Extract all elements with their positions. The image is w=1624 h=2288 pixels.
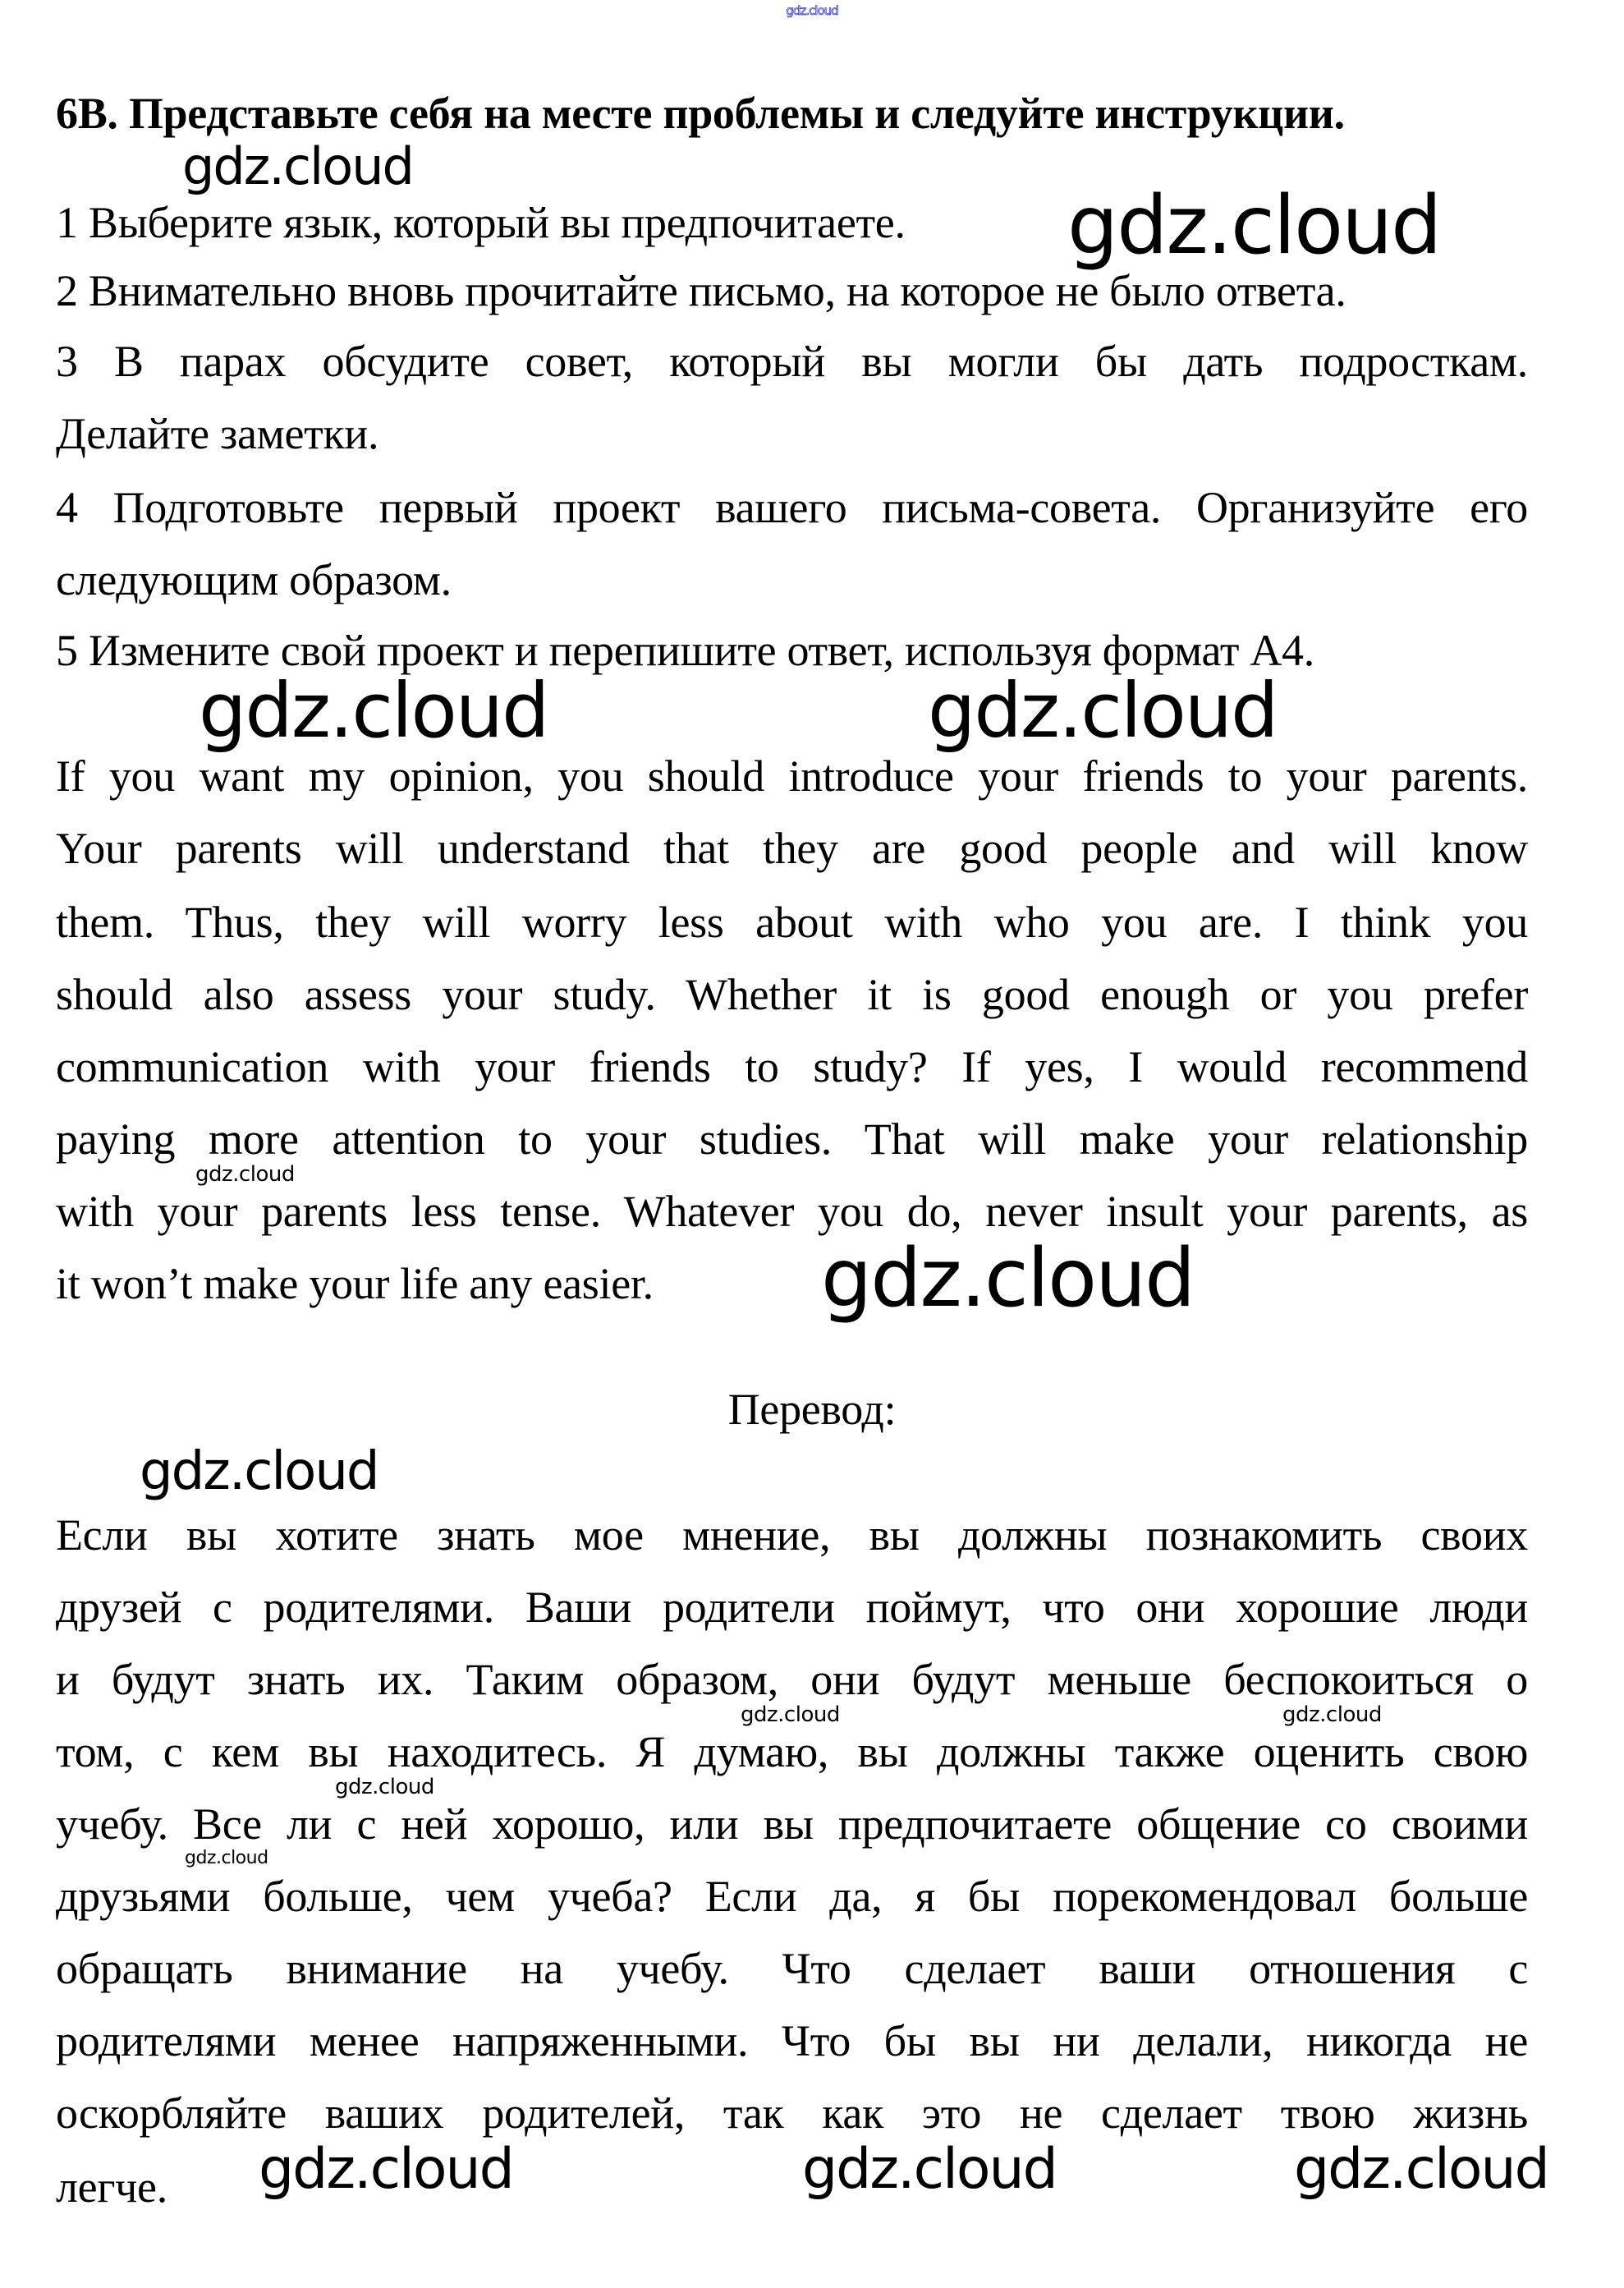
answer-line: with your parents less tense. Whatever you do, never insult your parents, as <box>56 1187 1528 1236</box>
watermark: gdz.cloud <box>335 1775 434 1799</box>
translation-line: Если вы хотите знать мое мнение, вы должны познакомить своих <box>56 1510 1528 1560</box>
answer-line: them. Thus, they will worry less about with who you are. I think you <box>56 898 1528 947</box>
instruction-3: 3 В парах обсудите совет, который вы могли бы дать подросткам. <box>56 337 1528 386</box>
translation-line: родителями менее напряженными. Что бы вы ни делали, никогда не <box>56 2016 1528 2065</box>
watermark: gdz.cloud <box>182 136 413 196</box>
watermark: gdz.cloud <box>185 1848 268 1868</box>
answer-line: paying more attention to your studies. That will make your relationship <box>56 1114 1528 1164</box>
instruction-1: 1 Выберите язык, который вы предпочитаете. <box>56 198 906 247</box>
translation-heading: Перевод: <box>727 1385 897 1434</box>
instruction-4: 4 Подготовьте первый проект вашего письма-совета. Организуйте его <box>56 483 1528 532</box>
answer-line: it won’t make your life any easier. <box>56 1259 654 1308</box>
answer-line: If you want my opinion, you should introduce your friends to your parents. <box>56 751 1528 801</box>
watermark: gdz.cloud <box>199 667 548 755</box>
translation-line: друзей с родителями. Ваши родители поймут, что они хорошие люди <box>56 1583 1528 1632</box>
watermark: gdz.cloud <box>1282 1702 1382 1727</box>
translation-line: оскорбляйте ваших родителей, так как это не сделает твою жизнь <box>56 2088 1528 2138</box>
watermark: gdz.cloud <box>1294 2137 1548 2202</box>
translation-line: легче. <box>56 2162 167 2212</box>
watermark: gdz.cloud <box>195 1162 295 1187</box>
instruction-2: 2 Внимательно вновь прочитайте письмо, на которое не было ответа. <box>56 266 1346 315</box>
watermark: gdz.cloud <box>928 667 1278 755</box>
watermark: gdz.cloud <box>140 1441 378 1502</box>
translation-line: и будут знать их. Таким образом, они будут меньше беспокоиться о <box>56 1655 1528 1704</box>
translation-line: том, с кем вы находитесь. Я думаю, вы должны также оценить свою <box>56 1727 1528 1776</box>
instruction-4-cont: следующим образом. <box>56 555 452 604</box>
watermark: gdz.cloud <box>259 2137 513 2202</box>
watermark: gdz.cloud <box>821 1232 1195 1325</box>
instruction-5: 5 Измените свой проект и перепишите ответ, используя формат A4. <box>56 626 1314 675</box>
answer-line: communication with your friends to study? If yes, I would recommend <box>56 1042 1528 1091</box>
translation-line: друзьями больше, чем учеба? Если да, я бы порекомендовал больше <box>56 1872 1528 1921</box>
watermark: gdz.cloud <box>1067 179 1441 273</box>
answer-line: Your parents will understand that they are good people and will know <box>56 824 1528 873</box>
watermark: gdz.cloud <box>802 2137 1057 2202</box>
site-watermark-top: gdz.cloud <box>786 3 838 18</box>
instruction-3-cont: Делайте заметки. <box>56 409 379 458</box>
watermark: gdz.cloud <box>741 1702 840 1727</box>
translation-line: обращать внимание на учебу. Что сделает ваши отношения с <box>56 1944 1528 1993</box>
task-title: 6B. Представьте себя на месте проблемы и следуйте инструкции. <box>56 89 1345 138</box>
translation-line: учебу. Все ли с ней хорошо, или вы предпочитаете общение со своими <box>56 1799 1528 1849</box>
answer-line: should also assess your study. Whether it is good enough or you prefer <box>56 970 1528 1019</box>
